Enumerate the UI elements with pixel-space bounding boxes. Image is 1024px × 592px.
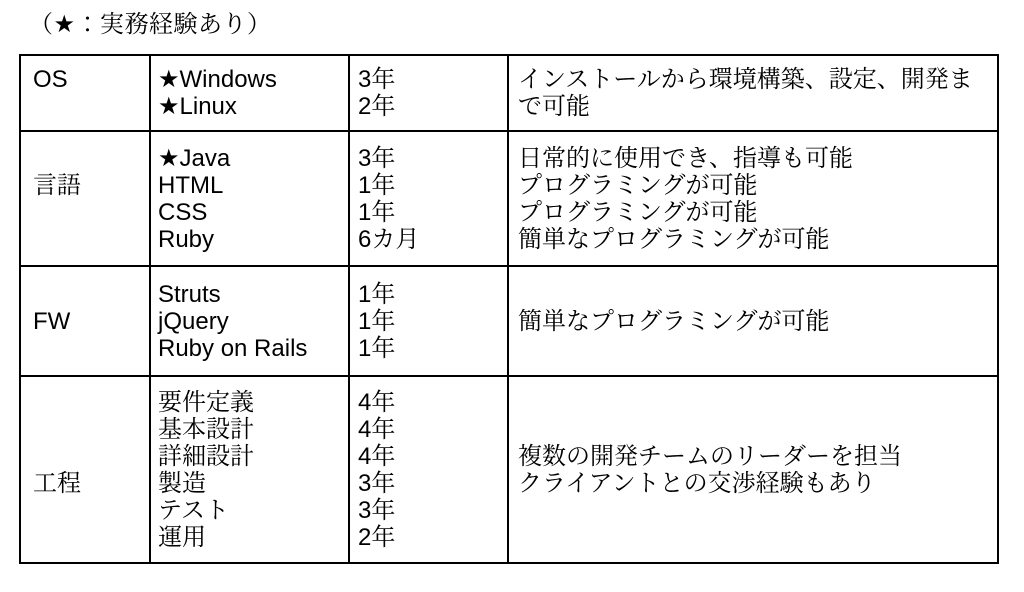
category-cell — [20, 55, 150, 131]
category-cell — [20, 376, 150, 563]
table-row-processes — [20, 376, 998, 563]
skill-item: Struts — [158, 280, 221, 308]
category-spacer — [21, 145, 149, 172]
note-line: 日常的に使用でき、指導も可能 — [518, 144, 854, 172]
category-spacer — [21, 335, 149, 362]
category-spacer — [21, 281, 149, 308]
skill-item: 詳細設計 — [158, 442, 254, 470]
experience-years: 3年 — [358, 496, 396, 524]
category-label: FW — [33, 307, 71, 335]
skill-item: Ruby on Rails — [158, 334, 308, 362]
note-cell — [508, 55, 998, 131]
table-row-frameworks — [20, 266, 998, 376]
skill-cell — [150, 55, 349, 131]
category-spacer — [21, 389, 149, 416]
skill-item: ★Linux — [158, 93, 237, 120]
skill-item: 基本設計 — [158, 415, 254, 443]
skill-item: 製造 — [158, 469, 206, 497]
experience-years: 1年 — [358, 280, 396, 308]
years-cell — [349, 376, 508, 563]
skill-item: HTML — [158, 171, 224, 199]
category-label: OS — [33, 66, 68, 93]
experience-years: 1年 — [358, 307, 396, 335]
note-line: 複数の開発チームのリーダーを担当 — [518, 442, 902, 470]
category-spacer — [21, 226, 149, 253]
experience-years: 4年 — [358, 415, 396, 443]
note-line: クライアントとの交渉経験もあり — [518, 469, 876, 497]
category-cell — [20, 131, 150, 266]
category-cell — [20, 266, 150, 376]
category-spacer — [21, 93, 149, 120]
experience-years: 2年 — [358, 93, 396, 120]
category-label: 工程 — [33, 469, 81, 497]
years-cell — [349, 55, 508, 131]
table-row-os — [20, 55, 998, 131]
experience-years: 6カ月 — [358, 225, 420, 253]
skill-table — [19, 54, 999, 564]
table-row-languages — [20, 131, 998, 266]
experience-years: 1年 — [358, 198, 396, 226]
note-cell — [508, 131, 998, 266]
experience-years: 1年 — [358, 171, 396, 199]
skill-item: テスト — [158, 496, 230, 524]
note-line: インストールから環境構築、設定、開発まで可能 — [518, 66, 973, 120]
category-spacer — [21, 497, 149, 524]
note-line: 簡単なプログラミングが可能 — [518, 225, 830, 253]
category-spacer — [21, 199, 149, 226]
experience-years: 3年 — [358, 66, 396, 93]
skill-item: ★Windows — [158, 66, 277, 93]
note-cell — [508, 376, 998, 563]
years-cell — [349, 131, 508, 266]
skill-cell — [150, 266, 349, 376]
skill-cell — [150, 131, 349, 266]
category-spacer — [21, 443, 149, 470]
note-line: 簡単なプログラミングが可能 — [518, 307, 830, 335]
years-cell — [349, 266, 508, 376]
category-label: 言語 — [33, 171, 81, 199]
category-spacer — [21, 416, 149, 443]
note-cell — [508, 266, 998, 376]
note-line: プログラミングが可能 — [518, 198, 758, 226]
experience-years: 3年 — [358, 144, 396, 172]
experience-years: 2年 — [358, 523, 396, 551]
category-spacer — [21, 524, 149, 551]
experience-years: 3年 — [358, 469, 396, 497]
skill-cell — [150, 376, 349, 563]
skill-item: jQuery — [158, 307, 229, 335]
skill-item: CSS — [158, 198, 208, 226]
experience-years: 4年 — [358, 388, 396, 416]
experience-years: 1年 — [358, 334, 396, 362]
skill-item: 運用 — [158, 523, 206, 551]
skill-item: Ruby — [158, 225, 215, 253]
note-line: プログラミングが可能 — [518, 171, 758, 199]
skill-item: 要件定義 — [158, 388, 254, 416]
legend-note: （★：実務経験あり） — [29, 11, 272, 38]
experience-years: 4年 — [358, 442, 396, 470]
skill-item: ★Java — [158, 144, 231, 172]
